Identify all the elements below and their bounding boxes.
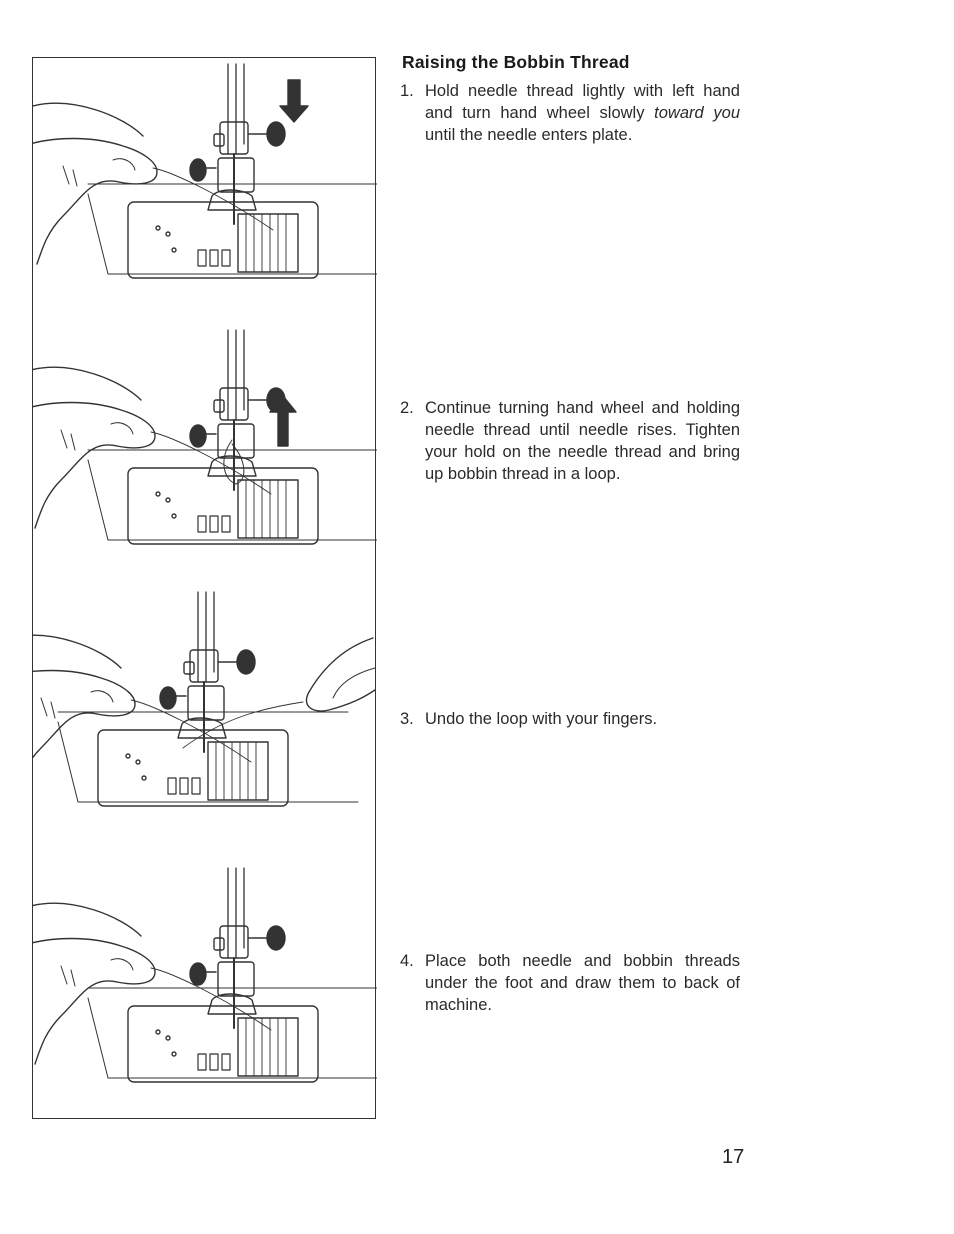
step-number: 1.: [400, 82, 414, 100]
step-4: [400, 950, 740, 1016]
step-number: 3.: [400, 710, 414, 728]
step-text: Undo the loop with your fingers.: [425, 710, 658, 728]
illustration-frame: [32, 57, 376, 1119]
step-number: 4.: [400, 952, 414, 970]
step-2: [400, 397, 740, 485]
page-number: 17: [722, 1146, 745, 1168]
step-text: Continue turning hand wheel and holding needle thread until needle rises. Tighten your hold on the needle thread and bring up bobbin thread in a loop.: [425, 399, 740, 483]
step-text: Hold needle thread lightly with left hand and turn hand wheel slowly toward you until the needle enters plate.: [425, 82, 740, 144]
step-1: [400, 80, 740, 146]
step-number: 2.: [400, 399, 414, 417]
step-text: Place both needle and bobbin threads under the foot and draw them to back of machine.: [425, 952, 740, 1014]
step-emphasis: toward you: [654, 104, 740, 122]
section-heading: Raising the Bobbin Thread: [402, 52, 630, 72]
illustrations: [33, 58, 377, 1120]
step-3: [400, 708, 740, 730]
